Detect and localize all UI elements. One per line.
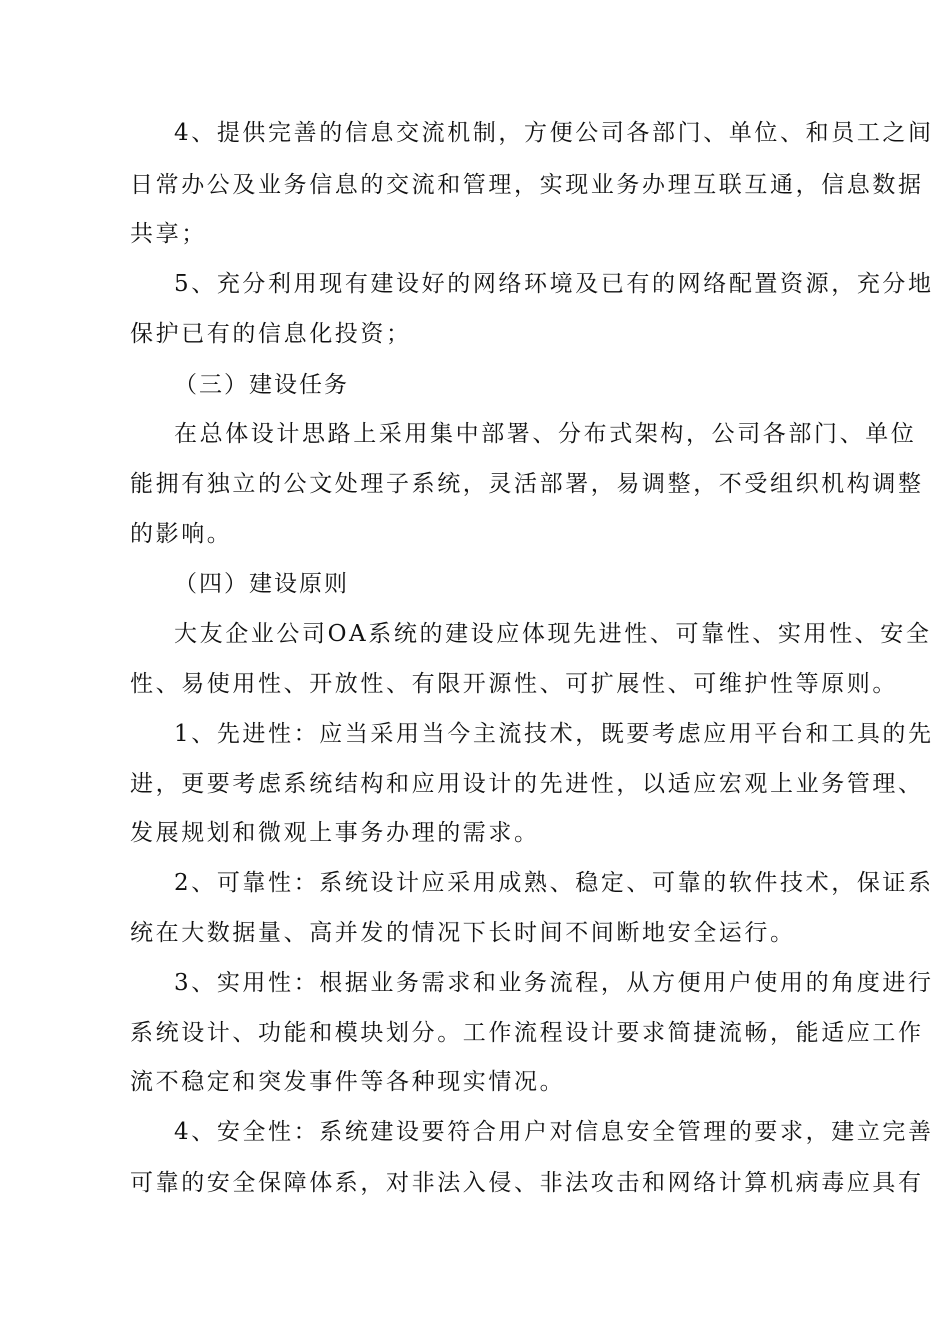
paragraph-line: 1、先进性：应当采用当今主流技术，既要考虑应用平台和工具的先 <box>174 721 934 747</box>
paragraph-line: 2、可靠性：系统设计应采用成熟、稳定、可靠的软件技术，保证系 <box>174 870 934 896</box>
paragraph-line: 在总体设计思路上采用集中部署、分布式架构，公司各部门、单位 <box>174 421 917 447</box>
paragraph-line: 性、易使用性、开放性、有限开源性、可扩展性、可维护性等原则。 <box>130 671 898 697</box>
paragraph-line: 进，更要考虑系统结构和应用设计的先进性，以适应宏观上业务管理、 <box>130 771 924 797</box>
paragraph-line: 流不稳定和突发事件等各种现实情况。 <box>130 1069 566 1095</box>
paragraph-line: 日常办公及业务信息的交流和管理，实现业务办理互联互通，信息数据 <box>130 172 924 198</box>
paragraph-line: 统在大数据量、高并发的情况下长时间不间断地安全运行。 <box>130 920 796 946</box>
section-heading: （三）建设任务 <box>174 372 349 398</box>
paragraph-line: 5、充分利用现有建设好的网络环境及已有的网络配置资源，充分地 <box>174 271 934 297</box>
paragraph-line: 的影响。 <box>130 521 233 547</box>
paragraph-line: 可靠的安全保障体系，对非法入侵、非法攻击和网络计算机病毒应具有 <box>130 1170 924 1196</box>
paragraph-line: 保护已有的信息化投资； <box>130 321 412 347</box>
section-heading: （四）建设原则 <box>174 571 349 597</box>
paragraph-line: 4、提供完善的信息交流机制，方便公司各部门、单位、和员工之间 <box>174 120 934 146</box>
paragraph-line: 4、安全性：系统建设要符合用户对信息安全管理的要求，建立完善 <box>174 1119 934 1145</box>
paragraph-line: 大友企业公司OA系统的建设应体现先进性、可靠性、实用性、安全 <box>174 621 932 647</box>
paragraph-line: 共享； <box>130 221 207 247</box>
paragraph-line: 能拥有独立的公文处理子系统，灵活部署，易调整，不受组织机构调整 <box>130 471 924 497</box>
paragraph-line: 3、实用性：根据业务需求和业务流程，从方便用户使用的角度进行 <box>174 970 934 996</box>
paragraph-line: 系统设计、功能和模块划分。工作流程设计要求简捷流畅，能适应工作 <box>130 1020 924 1046</box>
paragraph-line: 发展规划和微观上事务办理的需求。 <box>130 820 540 846</box>
